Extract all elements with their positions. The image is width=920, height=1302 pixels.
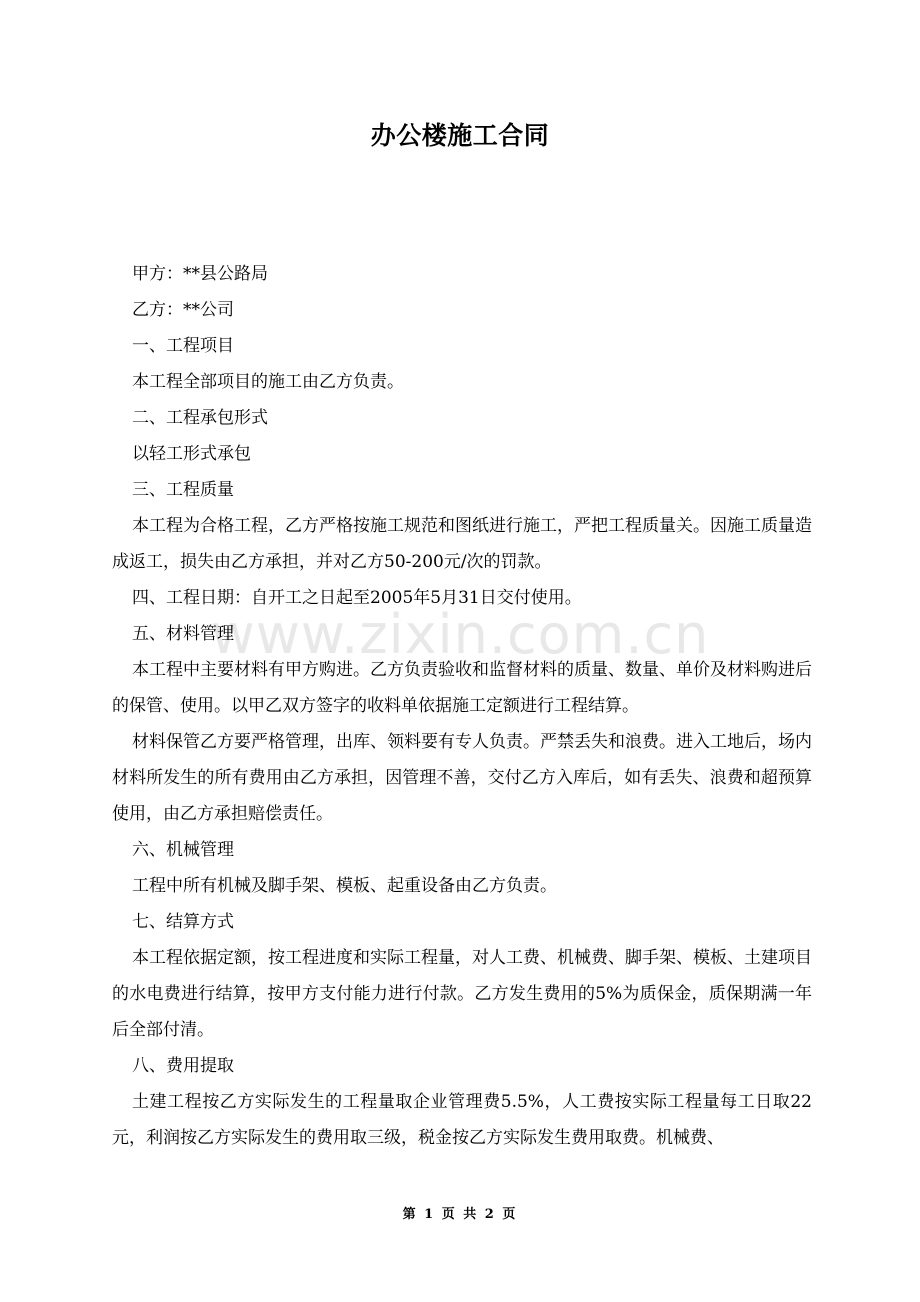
section-heading: 二、工程承包形式 <box>132 408 268 428</box>
section-text: 本工程中主要材料有甲方购进。乙方负责验收和监督材料的质量、数量、单价及材料购进后的保管、使用。以甲乙双方签字的收料单依据施工定额进行工程结算。 <box>112 660 812 716</box>
section-text: 以轻工形式承包 <box>132 444 251 464</box>
party-b-line: 乙方：**公司 <box>132 300 234 320</box>
document-body <box>112 256 812 1156</box>
section-text: 土建工程按乙方实际发生的工程量取企业管理费5.5%，人工费按实际工程量每工日取22元，利润按乙方实际发生的费用取三级，税金按乙方实际发生费用取费。机械费、 <box>112 1092 812 1148</box>
page-footer: 第 1 页 共 2 页 <box>402 1207 518 1222</box>
section-heading: 三、工程质量 <box>132 480 234 500</box>
section-heading: 一、工程项目 <box>132 336 234 356</box>
section-text: 工程中所有机械及脚手架、模板、起重设备由乙方负责。 <box>132 876 557 896</box>
section-heading: 六、机械管理 <box>132 840 234 860</box>
section-text: 材料保管乙方要严格管理，出库、领料要有专人负责。严禁丢失和浪费。进入工地后，场内材料所发生的所有费用由乙方承担，因管理不善，交付乙方入库后，如有丢失、浪费和超预算使用，由乙方承担赔偿责任。 <box>112 732 812 824</box>
section-heading: 八、费用提取 <box>132 1056 234 1076</box>
watermark: www.zixin.com.cn <box>210 603 710 666</box>
section-heading: 四、工程日期：自开工之日起至2005年5月31日交付使用。 <box>132 588 582 608</box>
section-heading: 七、结算方式 <box>132 912 234 932</box>
party-a-line: 甲方：**县公路局 <box>132 264 268 284</box>
document-title: 办公楼施工合同 <box>370 121 550 150</box>
section-text: 本工程为合格工程，乙方严格按施工规范和图纸进行施工，严把工程质量关。因施工质量造成返工，损失由乙方承担，并对乙方50-200元/次的罚款。 <box>112 516 812 572</box>
section-heading: 五、材料管理 <box>132 624 234 644</box>
section-text: 本工程全部项目的施工由乙方负责。 <box>132 372 404 392</box>
section-text: 本工程依据定额，按工程进度和实际工程量，对人工费、机械费、脚手架、模板、土建项目的水电费进行结算，按甲方支付能力进行付款。乙方发生费用的5%为质保金，质保期满一年后全部付清。 <box>112 948 812 1040</box>
